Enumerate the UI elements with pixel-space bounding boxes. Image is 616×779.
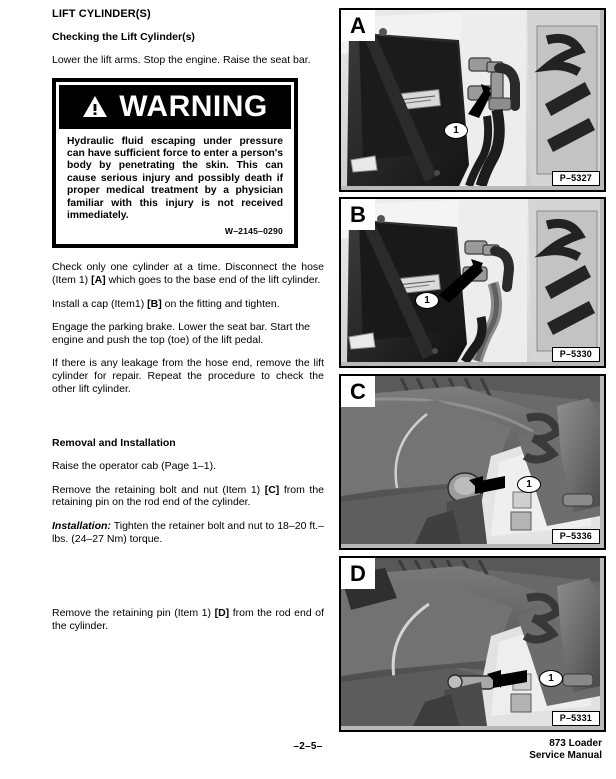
removal-title: Removal and Installation: [52, 437, 176, 450]
figure-d-callout-1: 1: [539, 670, 563, 687]
figure-c-code: P–5336: [552, 529, 600, 544]
intro-paragraph: Lower the lift arms. Stop the engine. Raise the seat bar.: [52, 54, 311, 66]
figure-panel-d: [339, 556, 606, 732]
footer-manual-line2: Service Manual: [529, 749, 602, 761]
figure-c-photo: [341, 376, 604, 548]
checking-step-4: If there is any leakage from the hose end, remove the lift cylinder for repair. Repeat the procedure to check the other lift cylinder.: [52, 357, 324, 395]
removal-step-3-pre: Remove the retaining pin (Item 1): [52, 607, 215, 620]
figure-ref-d: [D]: [214, 607, 230, 620]
checking-step-1: [52, 261, 324, 286]
warning-body: [59, 129, 291, 242]
warning-text: Hydraulic fluid escaping under pressure can have sufficient force to enter a person's body by penetrating the skin. This can cause serious injury and possibly death if proper medical treatment by a physician familiar with this injury is not received immediately.: [67, 135, 283, 222]
figure-label-c: C: [341, 376, 375, 407]
figure-c-callout-1: 1: [517, 476, 541, 493]
figure-ref-c: [C]: [264, 483, 280, 496]
removal-step-2: [52, 484, 324, 509]
figure-b-callout-1: 1: [415, 292, 439, 309]
footer-page-number: –2–5–: [293, 741, 323, 752]
warning-heading: WARNING: [119, 89, 268, 123]
figure-b-photo: [341, 199, 604, 366]
warning-triangle-icon: [82, 95, 108, 118]
figure-label-a: A: [341, 10, 375, 41]
step-1-text-post: which goes to the base end of the lift cylinder.: [105, 274, 321, 287]
checking-step-3: Engage the parking brake. Lower the seat bar. Start the engine and push the top (toe) of the lift pedal.: [52, 321, 310, 346]
figure-d-photo: [341, 558, 604, 730]
figure-a-photo: [341, 10, 604, 190]
figure-label-d: D: [341, 558, 375, 589]
page-title: LIFT CYLINDER(S): [52, 8, 151, 20]
figure-label-b: B: [341, 199, 375, 230]
removal-step-3-post: from the rod end of the cylinder.: [52, 607, 324, 632]
figure-b-code: P–5330: [552, 347, 600, 362]
warning-code: W–2145–0290: [224, 226, 283, 237]
removal-step-2-post: from the retaining pin on the rod end of the cylinder.: [52, 483, 325, 509]
figure-panel-b: [339, 197, 606, 368]
footer-manual-title: [529, 738, 602, 761]
step-2-text-pre: Install a cap (Item1): [52, 297, 148, 310]
checking-step-2: [52, 298, 324, 311]
subsection-title: Checking the Lift Cylinder(s): [52, 31, 195, 43]
figure-a-callout-1: 1: [444, 122, 468, 139]
removal-step-1: Raise the operator cab (Page 1–1).: [52, 460, 217, 473]
figure-d-code: P–5331: [552, 711, 600, 726]
step-1-text-pre: Check only one cylinder at a time. Disconnect the hose (Item 1): [52, 261, 324, 287]
installation-note: [52, 520, 324, 545]
warning-header: [59, 85, 291, 129]
removal-step-3: [52, 607, 324, 632]
text-column: [52, 8, 324, 643]
removal-step-2-pre: Remove the retaining bolt and nut (Item 1): [52, 483, 265, 496]
figure-a-code: P–5327: [552, 171, 600, 186]
figure-panel-c: [339, 374, 606, 550]
figure-ref-a: [A]: [91, 274, 106, 287]
step-2-text-post: on the fitting and tighten.: [161, 297, 280, 310]
footer-manual-line1: 873 Loader: [549, 738, 602, 749]
figure-panel-a: [339, 8, 606, 192]
installation-label: Installation:: [52, 519, 111, 532]
figure-ref-b: [B]: [147, 297, 162, 310]
warning-box: [52, 78, 298, 249]
installation-text: Tighten the retainer bolt and nut to 18–20 ft.–lbs. (24–27 Nm) torque.: [52, 519, 324, 545]
